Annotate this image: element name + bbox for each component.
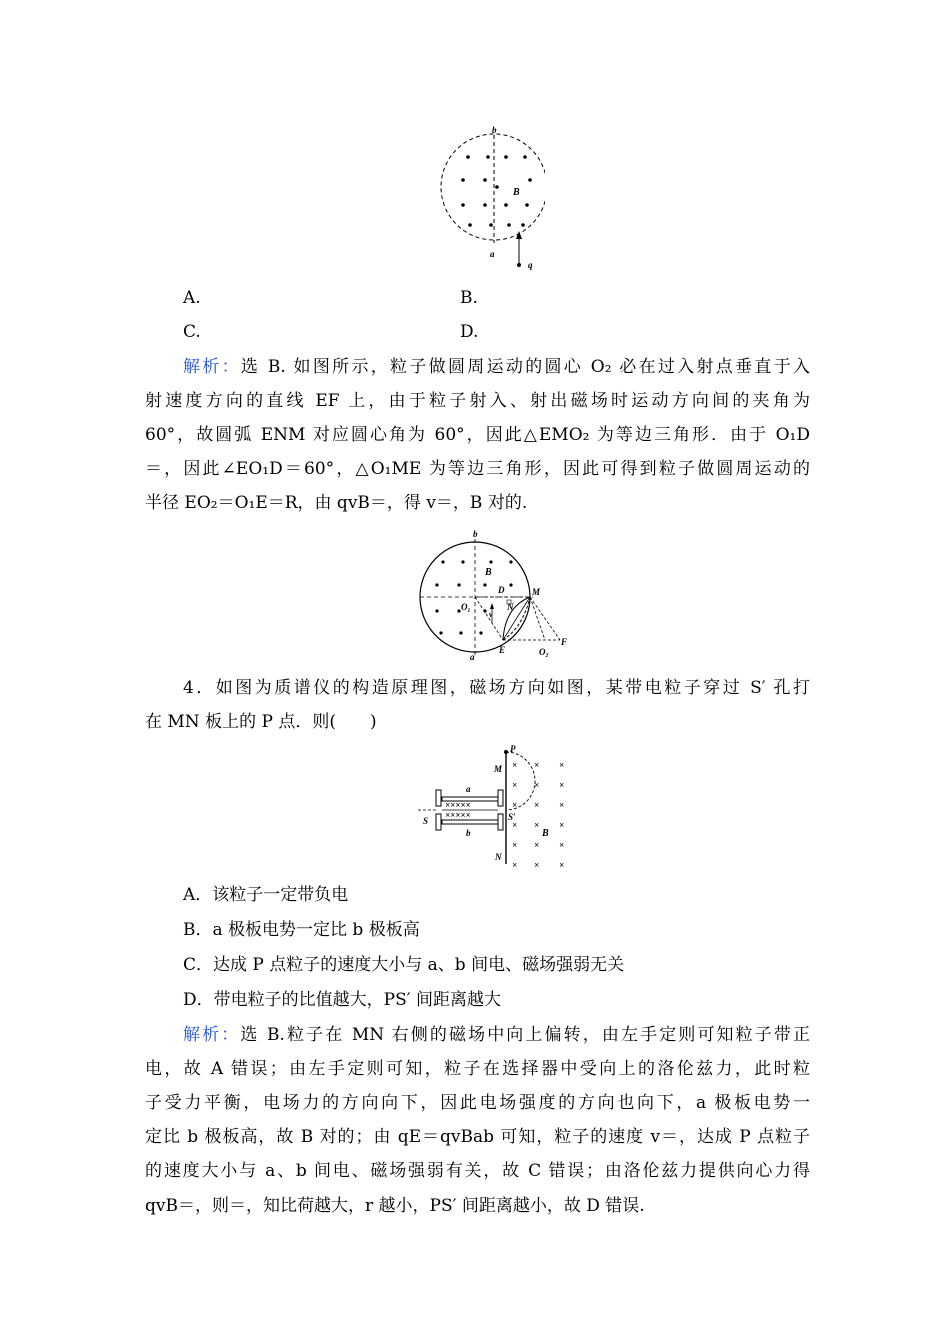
fig1-label-b: b: [492, 125, 497, 135]
svg-text:×: ×: [534, 820, 540, 830]
figure-mass-spectrometer: [418, 742, 578, 872]
fig1-label-B: B: [513, 187, 520, 198]
svg-text:×: ×: [512, 780, 518, 790]
figure-magnetic-field-circle: [435, 125, 545, 275]
svg-text:×: ×: [534, 840, 540, 850]
q3-choice-b: B.: [460, 288, 478, 308]
svg-text:×: ×: [512, 820, 518, 830]
fig2-label-E: E: [499, 645, 506, 655]
q3-choice-d: D.: [460, 322, 479, 342]
fig2-label-O2: O₂: [539, 647, 549, 657]
q4-stem-line-2: 在 MN 板上的 P 点．则( ): [145, 712, 377, 732]
q4-choice-d: D．带电粒子的比值越大，PS′ 间距离越大: [183, 990, 501, 1010]
fig3-label-B: B: [542, 828, 549, 839]
svg-text:×: ×: [534, 780, 540, 790]
fig1-label-q: q: [528, 260, 533, 270]
q3-solution-line-3: 60°，故圆弧 ENM 对应圆心角为 60°，因此△EMO₂ 为等边三角形．由于 O₁D: [145, 425, 810, 445]
q4-solution-line-4: 定比 b 极板高，故 B 对的；由 qE＝qvBab 可知，粒子的速度 v＝，达成 P 点粒子: [145, 1127, 810, 1147]
svg-text:×××××: ×××××: [445, 810, 471, 820]
fig3-label-a: a: [466, 784, 471, 794]
fig2-label-v: v: [489, 610, 493, 619]
svg-text:×: ×: [512, 760, 518, 770]
fig3-label-b: b: [466, 828, 471, 838]
q3-solution-label: 解析：: [183, 357, 241, 377]
q3-choice-c: C.: [183, 322, 201, 342]
svg-text:×: ×: [559, 840, 565, 850]
q4-solution-label: 解析：: [183, 1025, 241, 1045]
fig1-label-a: a: [490, 249, 495, 259]
svg-text:×: ×: [512, 800, 518, 810]
svg-text:×: ×: [534, 860, 540, 870]
q3-choice-a: A.: [183, 288, 201, 308]
q4-solution-line-2: 电，故 A 错误；由左手定则可知，粒子在选择器中受向上的洛伦兹力，此时粒: [145, 1059, 810, 1079]
fig3-label-S: S: [423, 816, 429, 826]
svg-text:×: ×: [559, 760, 565, 770]
fig3-label-N: N: [495, 852, 502, 862]
q4-solution-line-6: qvB＝，则＝，知比荷越大，r 越小，PS′ 间距离越小，故 D 错误.: [145, 1196, 645, 1216]
svg-text:×: ×: [559, 820, 565, 830]
fig3-label-S-prime: S′: [508, 812, 516, 822]
fig2-label-B: B: [485, 567, 492, 578]
svg-text:×××××: ×××××: [445, 800, 471, 810]
q3-solution-line-1: 解析：选 B. 如图所示，粒子做圆周运动的圆心 O₂ 必在过入射点垂直于入: [183, 357, 811, 377]
q3-solution-line-4: ＝，因此∠EO₁D＝60°，△O₁ME 为等边三角形，因此可得到粒子做圆周运动的: [145, 459, 810, 479]
fig2-label-M: M: [532, 587, 541, 597]
q4-choice-a: A．该粒子一定带负电: [183, 885, 349, 905]
fig2-label-b: b: [473, 529, 478, 539]
fig2-label-N: N: [507, 602, 514, 612]
q4-solution-line-1: 解析：选 B.粒子在 MN 右侧的磁场中向上偏转，由左手定则可知粒子带正: [183, 1025, 811, 1045]
fig2-label-O1: O₁: [461, 602, 471, 612]
q4-solution-line-5: 的速度大小与 a、b 间电、磁场强弱有关，故 C 错误；由洛伦兹力提供向心力得: [145, 1161, 810, 1181]
svg-text:×: ×: [559, 860, 565, 870]
q4-choice-b: B．a 极板电势一定比 b 极板高: [183, 920, 420, 940]
fig2-label-D: D: [498, 585, 505, 595]
svg-text:×: ×: [534, 800, 540, 810]
q3-solution-line-2: 射速度方向的直线 EF 上，由于粒子射入、射出磁场时运动方向间的夹角为: [145, 391, 810, 411]
svg-text:×: ×: [559, 800, 565, 810]
q4-solution-line-3: 子受力平衡，电场力的方向向下，因此电场强度的方向也向下，a 极板电势一: [145, 1093, 810, 1113]
fig2-label-F: F: [561, 637, 568, 647]
fig3-label-P: P: [510, 744, 516, 754]
fig3-label-M: M: [494, 764, 503, 774]
q4-choice-c: C．达成 P 点粒子的速度大小与 a、b 间电、磁场强弱无关: [183, 955, 625, 975]
figure-solution-geometry: [415, 527, 575, 667]
svg-text:×: ×: [534, 760, 540, 770]
svg-text:×: ×: [559, 780, 565, 790]
fig2-label-a: a: [470, 652, 475, 662]
q4-stem-line-1: 4．如图为质谱仪的构造原理图，磁场方向如图，某带电粒子穿过 S′ 孔打: [183, 678, 810, 698]
svg-text:×: ×: [512, 860, 518, 870]
q3-solution-line-5: 半径 EO₂＝O₁E＝R，由 qvB＝，得 v＝，B 对的.: [145, 493, 528, 513]
svg-text:×: ×: [512, 840, 518, 850]
